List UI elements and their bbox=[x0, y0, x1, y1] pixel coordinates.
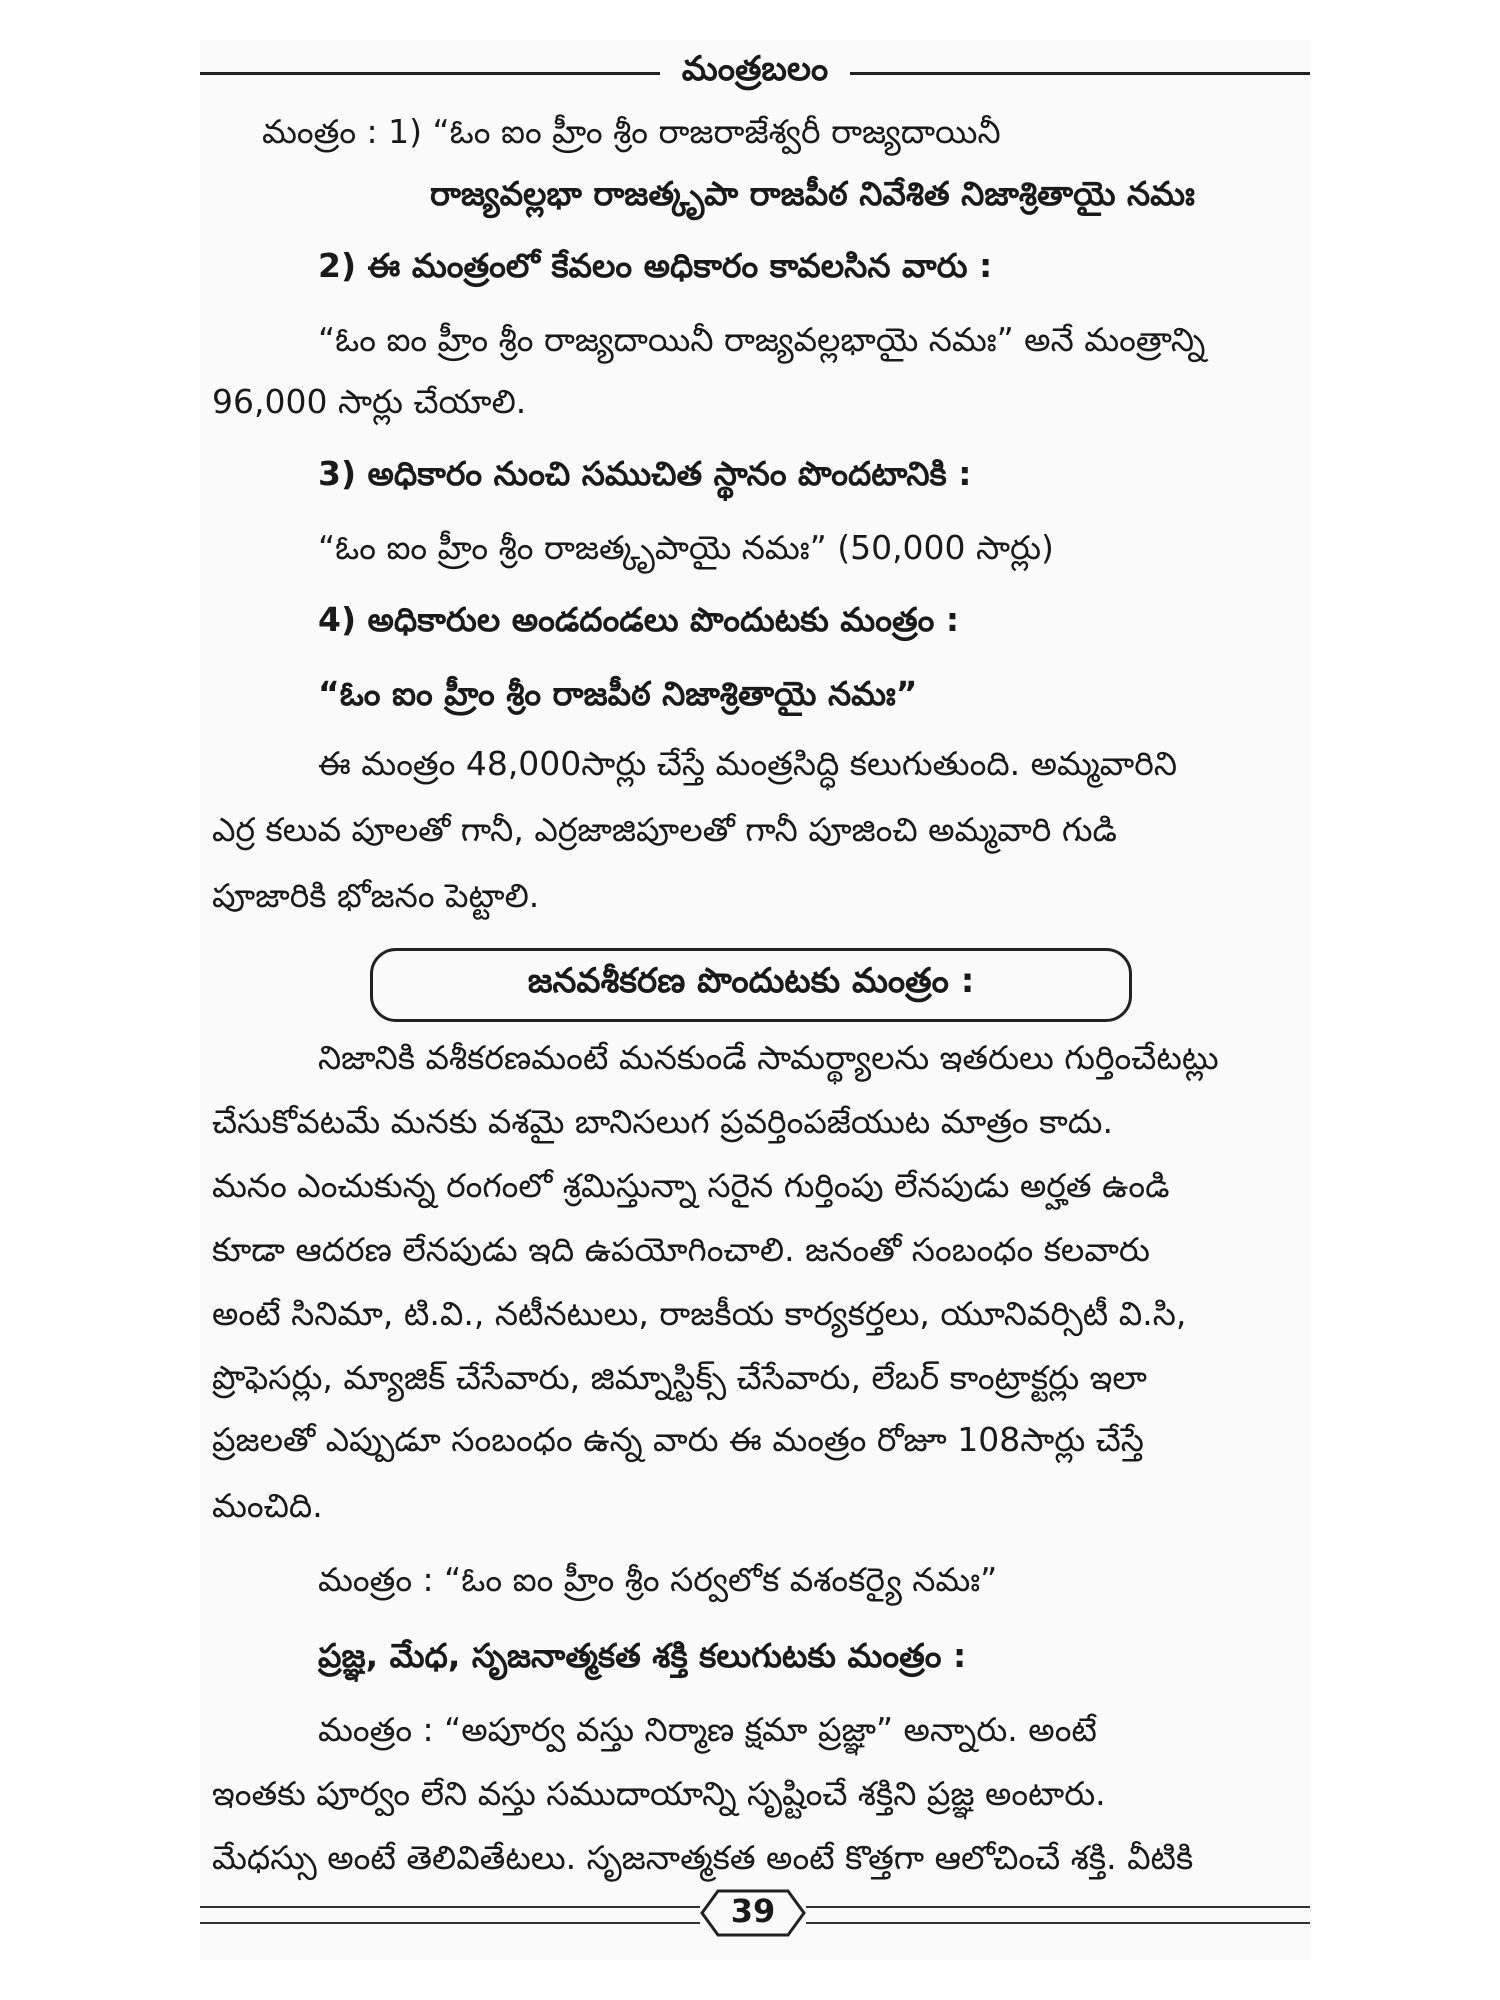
header-rule-right bbox=[850, 72, 1310, 75]
text-line: రాజ్యవల్లభా రాజత్కృపా రాజపీఠ నివేశిత నిజాశ్రితాయై నమః bbox=[430, 174, 1195, 213]
header-title: మంత్రబలం bbox=[681, 49, 829, 89]
text-line: అంటే సినిమా, టి.వి., నటీనటులు, రాజకీయ కార్యకర్తలు, యూనివర్సిటీ వి.సి, bbox=[212, 1294, 1187, 1333]
text-line: మేధస్సు అంటే తెలివితేటలు. సృజనాత్మకత అంటే కొత్తగా ఆలోచించే శక్తి. వీటికి bbox=[212, 1838, 1194, 1877]
text-line: 3) అధికారం నుంచి సముచిత స్థానం పొందటానికి : bbox=[318, 454, 972, 493]
text-line: మంత్రం : “ఓం ఐం హ్రీం శ్రీం సర్వలోక వశంకర్యై నమః” bbox=[318, 1560, 998, 1599]
text-line: చేసుకోవటమే మనకు వశమై బానిసలుగ ప్రవర్తింపజేయుట మాత్రం కాదు. bbox=[212, 1102, 1113, 1141]
text-line: 4) అధికారుల అండదండలు పొందుటకు మంత్రం : bbox=[318, 600, 960, 639]
text-line: “ఓం ఐం హ్రీం శ్రీం రాజపీఠ నిజాశ్రితాయై నమః” bbox=[318, 674, 918, 713]
text-line: ప్రజలతో ఎప్పుడూ సంబంధం ఉన్న వారు ఈ మంత్రం రోజూ 108సార్లు చేస్తే bbox=[212, 1420, 1144, 1459]
header-rule-left bbox=[200, 72, 660, 75]
text-line: “ఓం ఐం హ్రీం శ్రీం రాజ్యదాయినీ రాజ్యవల్లభాయై నమః” అనే మంత్రాన్ని bbox=[318, 320, 1206, 359]
text-line: 2) ఈ మంత్రంలో కేవలం అధికారం కావలసిన వారు : bbox=[318, 246, 993, 285]
page-number: 39 bbox=[730, 1892, 776, 1930]
text-line: మంత్రం : “అపూర్వ వస్తు నిర్మాణ క్షమా ప్రజ్ఞా” అన్నారు. అంటే bbox=[318, 1710, 1097, 1749]
text-line: ప్రొఫెసర్లు, మ్యాజిక్ చేసేవారు, జిమ్నాస్టిక్స్ చేసేవారు, లేబర్ కాంట్రాక్టర్లు ఇలా bbox=[212, 1358, 1147, 1397]
text-line: 96,000 సార్లు చేయాలి. bbox=[212, 382, 527, 421]
section-heading: ప్రజ్ఞ, మేధ, సృజనాత్మకత శక్తి కలుగుటకు మంత్రం : bbox=[318, 1636, 967, 1675]
text-line: మనం ఎంచుకున్న రంగంలో శ్రమిస్తున్నా సరైన గుర్తింపు లేనపుడు అర్హత ఉండి bbox=[212, 1166, 1170, 1205]
text-line: కూడా ఆదరణ లేనపుడు ఇది ఉపయోగించాలి. జనంతో సంబంధం కలవారు bbox=[212, 1230, 1150, 1269]
text-line: ఎర్ర కలువ పూలతో గానీ, ఎర్రజాజిపూలతో గానీ పూజించి అమ్మవారి గుడి bbox=[212, 810, 1117, 849]
page-number-badge bbox=[700, 1888, 806, 1938]
text-line: పూజారికి భోజనం పెట్టాలి. bbox=[212, 876, 540, 915]
text-line: “ఓం ఐం హ్రీం శ్రీం రాజత్కృపాయై నమః” (50,000 సార్లు) bbox=[318, 528, 1054, 567]
running-header bbox=[200, 48, 1310, 98]
text-line: మంచిది. bbox=[212, 1486, 323, 1525]
text-line: ఈ మంత్రం 48,000సార్లు చేస్తే మంత్రసిద్ధి కలుగుతుంది. అమ్మవారిని bbox=[318, 744, 1177, 783]
text-line: నిజానికి వశీకరణమంటే మనకుండే సామర్థ్యాలను ఇతరులు గుర్తించేటట్లు bbox=[318, 1038, 1219, 1077]
section-heading-box: జనవశీకరణ పొందుటకు మంత్రం : bbox=[370, 948, 1132, 1022]
text-line: మంత్రం : 1) “ఓం ఐం హ్రీం శ్రీం రాజరాజేశ్వరీ రాజ్యదాయినీ bbox=[262, 112, 1001, 151]
page-footer bbox=[200, 1886, 1310, 1946]
text-line: ఇంతకు పూర్వం లేని వస్తు సముదాయాన్ని సృష్టించే శక్తిని ప్రజ్ఞ అంటారు. bbox=[212, 1774, 1106, 1813]
